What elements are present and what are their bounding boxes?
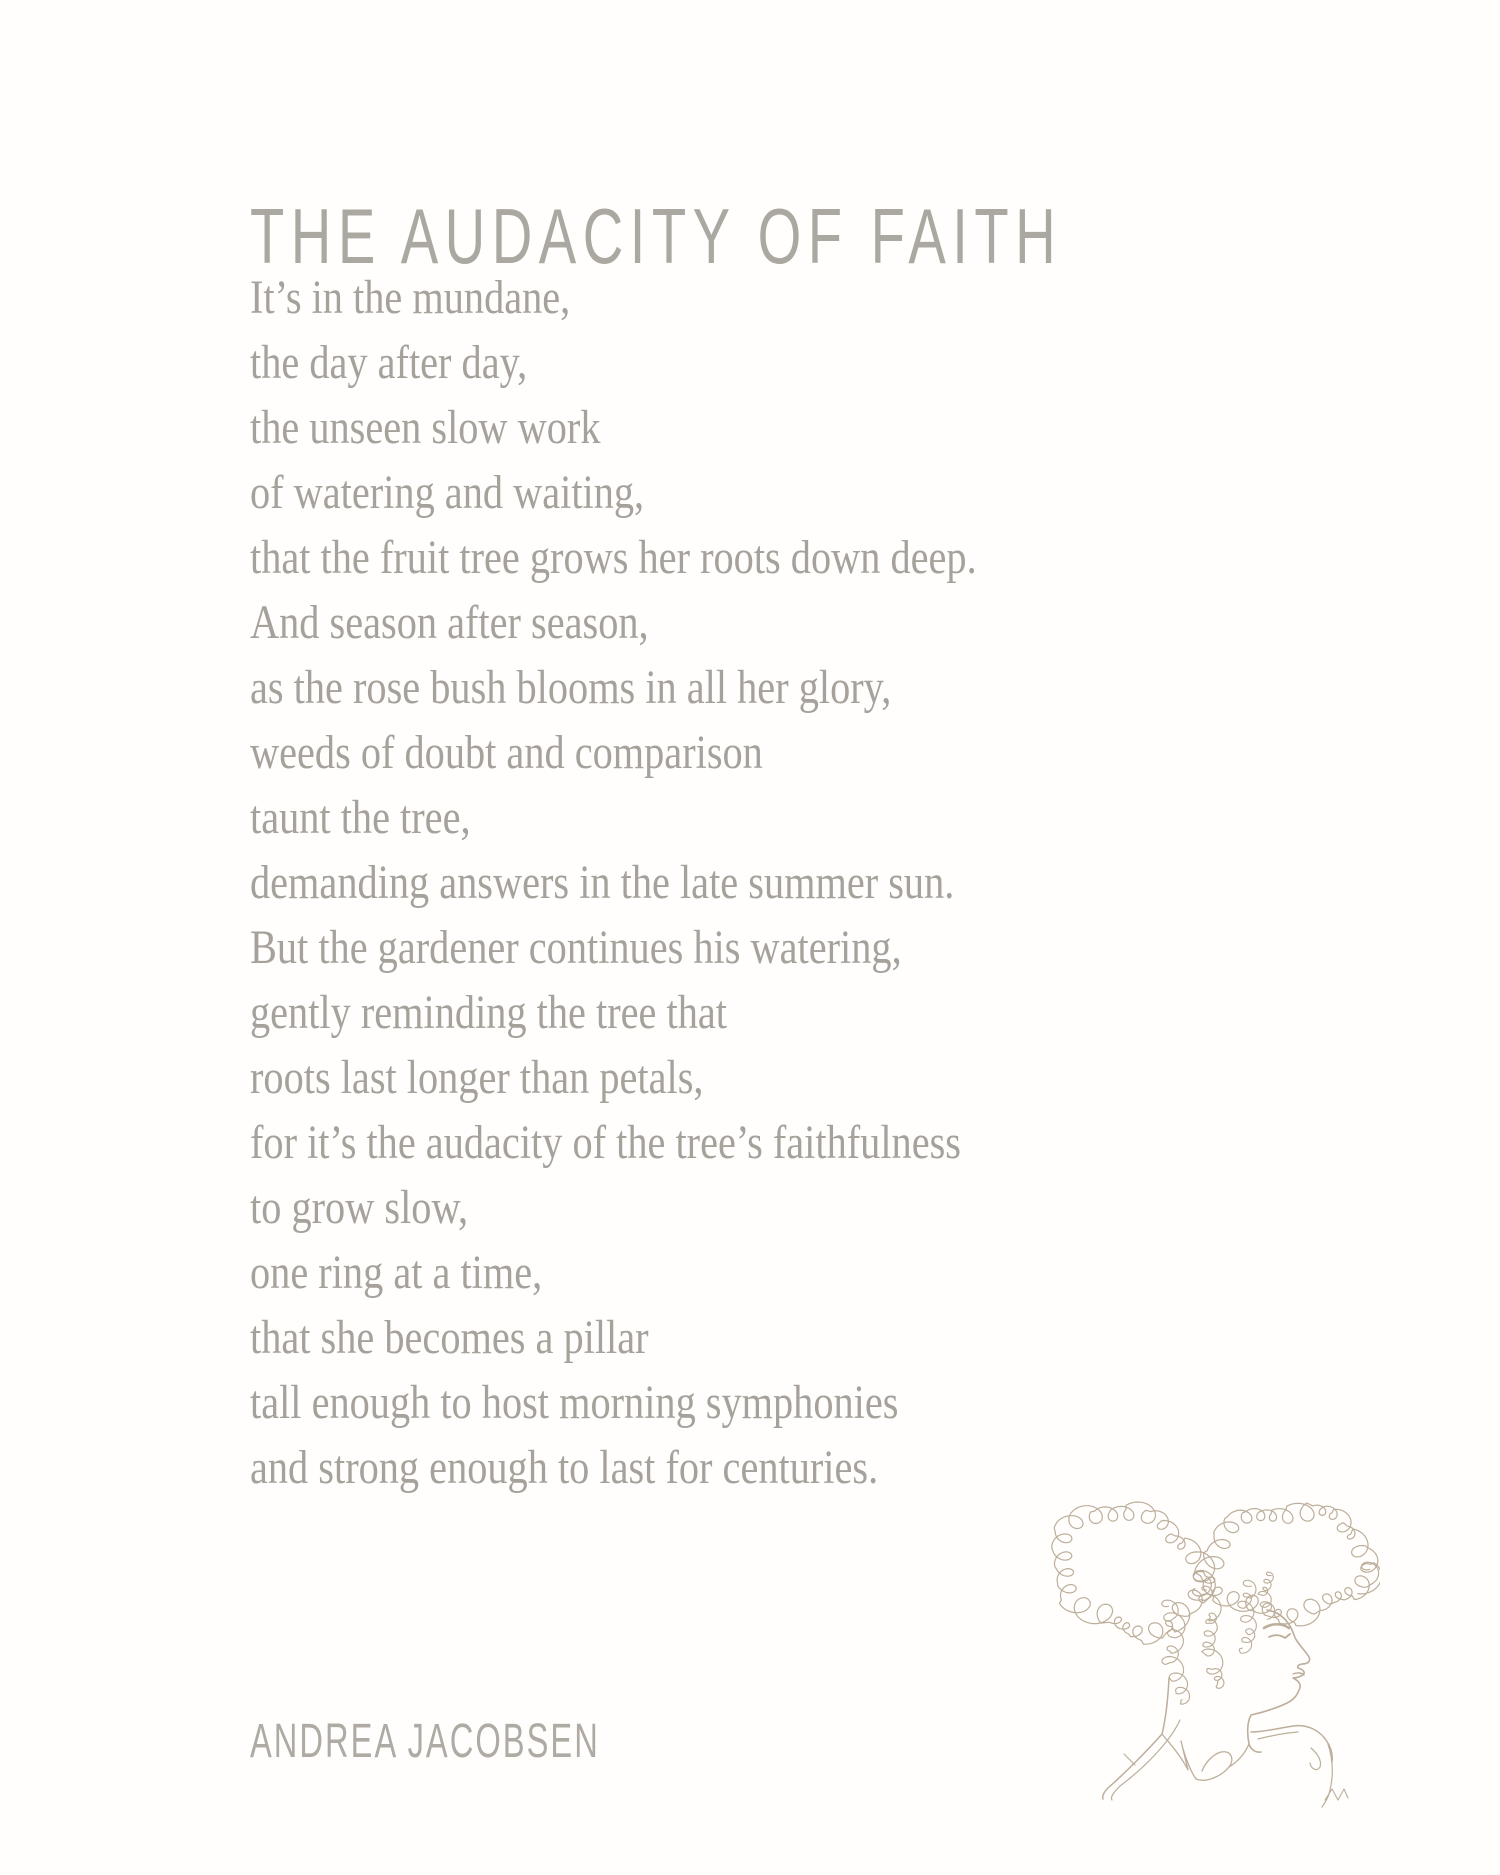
line-art-stroke <box>1124 1754 1135 1765</box>
poem-line: the unseen slow work <box>250 401 601 454</box>
line-art-stroke <box>1238 1580 1257 1653</box>
line-art-stroke <box>1325 1789 1348 1800</box>
poem-line: that she becomes a pillar <box>250 1311 649 1364</box>
poem-line: the day after day, <box>250 336 528 389</box>
woman-afro-puffs-line-art-illustration <box>1030 1482 1380 1842</box>
poem-line: one ring at a time, <box>250 1246 543 1299</box>
poem-line: roots last longer than petals, <box>250 1051 704 1104</box>
poem-line: as the rose bush blooms in all her glory, <box>250 661 892 714</box>
poem-line: It’s in the mundane, <box>250 271 571 324</box>
line-art-svg <box>1030 1482 1380 1842</box>
line-art-stroke <box>1251 1726 1332 1762</box>
line-art-stroke <box>1248 1610 1310 1752</box>
poem-line: taunt the tree, <box>250 791 471 844</box>
poem-line: gently reminding the tree that <box>250 986 727 1039</box>
line-art-stroke <box>1195 1503 1380 1626</box>
line-art-stroke <box>1229 1744 1249 1767</box>
poem-line: And season after season, <box>250 596 649 649</box>
poem-body <box>250 265 977 1500</box>
line-art-stroke <box>1264 1624 1289 1628</box>
line-art-stroke <box>1162 1734 1196 1779</box>
poem-line: that the fruit tree grows her roots down deep. <box>250 531 977 584</box>
poem-line: demanding answers in the late summer sun. <box>250 856 955 909</box>
line-art-stroke <box>1111 1720 1180 1800</box>
line-art-stroke <box>1269 1634 1290 1638</box>
poem-line: and strong enough to last for centuries. <box>250 1441 879 1494</box>
line-art-stroke <box>1310 1748 1321 1770</box>
poem-line: of watering and waiting, <box>250 466 645 519</box>
poem-line: But the gardener continues his watering, <box>250 921 902 974</box>
author-name: ANDREA JACOBSEN <box>250 1715 600 1768</box>
poem-line: weeds of doubt and comparison <box>250 726 763 779</box>
poem-line: to grow slow, <box>250 1181 469 1234</box>
poem-line: for it’s the audacity of the tree’s faithfulness <box>250 1116 961 1169</box>
line-art-stroke <box>1103 1678 1169 1799</box>
line-art-stroke <box>1196 1752 1232 1781</box>
poem-title: THE AUDACITY OF FAITH <box>250 192 1063 281</box>
line-art-stroke <box>1052 1502 1216 1644</box>
poem-line: tall enough to host morning symphonies <box>250 1376 899 1429</box>
line-art-stroke <box>1258 1732 1298 1739</box>
